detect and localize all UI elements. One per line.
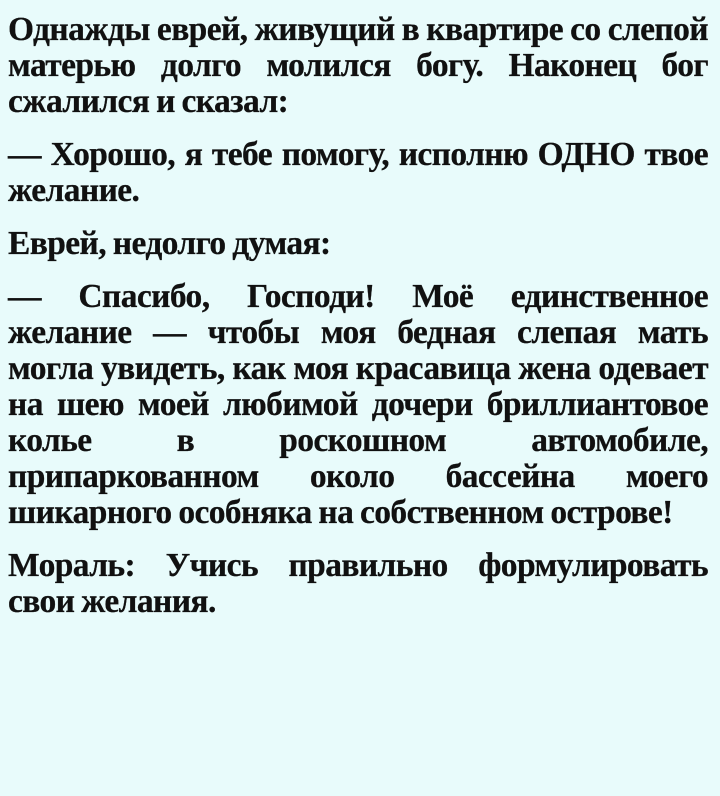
paragraph-god-reply: — Хорошо, я тебе помогу, исполню ОДНО твое желание. — [8, 136, 708, 209]
paragraph-intro: Однажды еврей, живущий в квартире со слепой матерью долго молился богу. Наконец бог сжалился и сказал: — [8, 11, 708, 120]
paragraph-moral: Мораль: Учись правильно формулировать свои желания. — [8, 547, 708, 620]
paragraph-wish: — Спасибо, Господи! Моё единственное желание — чтобы моя бедная слепая мать могла увидеть, как моя красавица жена одевает на шею моей любимой дочери бриллиантовое колье в роскошном автомобиле, припаркованном около бассейна моего шикарного особняка на собственном острове! — [8, 278, 708, 531]
paragraph-transition: Еврей, недолго думая: — [8, 225, 331, 262]
